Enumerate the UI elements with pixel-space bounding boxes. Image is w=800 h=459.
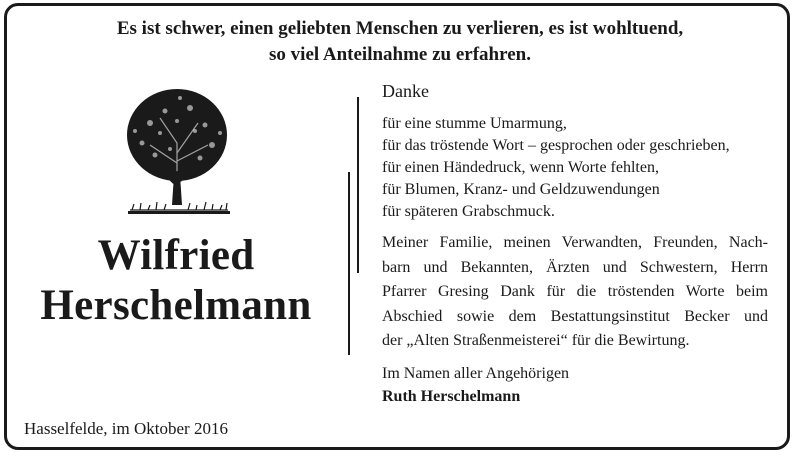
thanks-line: barn und Bekannten, Ärzten und Schwestern, Herrn bbox=[382, 258, 768, 276]
reason-item: für eine stumme Umarmung, bbox=[382, 115, 567, 132]
thanks-paragraph bbox=[382, 231, 768, 354]
tree-icon bbox=[120, 83, 235, 216]
thanks-line: Abschied sowie dem Bestattungsinstitut Becker und bbox=[382, 307, 768, 325]
signature-block bbox=[382, 362, 569, 408]
header-line-1: Es ist schwer, einen geliebten Menschen zu verlieren, es ist wohltuend, bbox=[116, 18, 684, 39]
reason-item: für das tröstende Wort – gesprochen oder geschrieben, bbox=[382, 137, 730, 154]
deceased-first-name: Wilfried bbox=[97, 232, 255, 279]
deceased-last-name: Herschelmann bbox=[40, 282, 312, 329]
signature-intro: Im Namen aller Angehörigen bbox=[382, 365, 570, 382]
divider-line-upper bbox=[357, 97, 359, 273]
thanks-line: der „Alten Straßenmeisterei“ für die Bewirtung. bbox=[382, 332, 690, 349]
reason-item: für späteren Grabschmuck. bbox=[382, 203, 555, 220]
reason-item: für einen Händedruck, wenn Worte fehlten, bbox=[382, 159, 659, 176]
thanks-line: Meiner Familie, meinen Verwandten, Freunden, Nach- bbox=[382, 234, 768, 251]
divider-line-lower bbox=[348, 172, 350, 355]
reasons-list bbox=[382, 113, 730, 223]
signature-name: Ruth Herschelmann bbox=[382, 388, 521, 405]
reason-item: für Blumen, Kranz- und Geldzuwendungen bbox=[382, 181, 660, 198]
danke-heading: Danke bbox=[382, 81, 429, 101]
place-date: Hasselfelde, im Oktober 2016 bbox=[24, 419, 228, 438]
header-line-2: so viel Anteilnahme zu erfahren. bbox=[269, 44, 531, 65]
thanks-line: Pfarrer Gresing Dank für die tröstenden Worte beim bbox=[382, 283, 768, 300]
header-quote bbox=[0, 16, 800, 68]
